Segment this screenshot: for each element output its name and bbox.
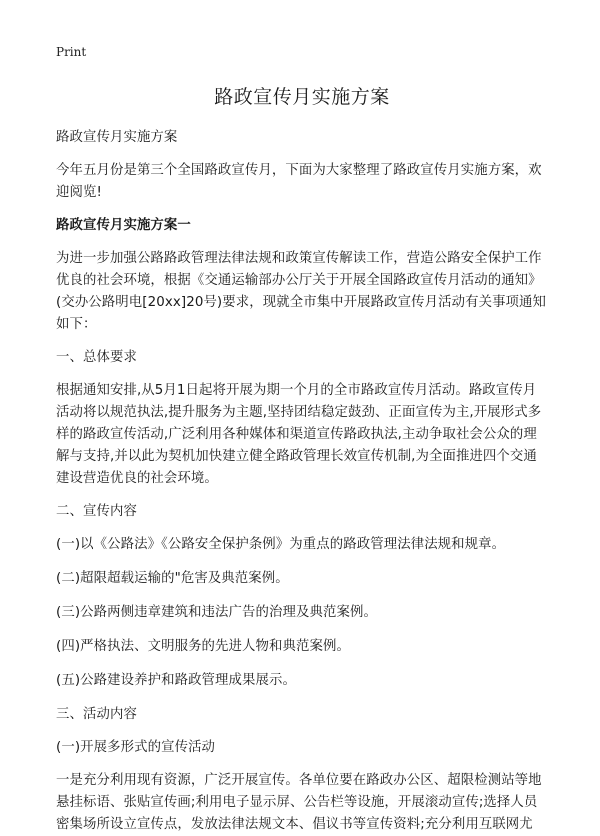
list-item-content-1: (一)以《公路法》《公路安全保护条例》为重点的路政管理法律法规和规章。 [56, 537, 506, 552]
section-heading-general-requirements: 一、总体要求 [56, 350, 137, 365]
print-link[interactable]: Print [56, 45, 87, 59]
paragraph-intro: 今年五月份是第三个全国路政宣传月，下面为大家整理了路政宣传月实施方案，欢迎阅览! [56, 163, 542, 200]
list-item-content-3: (三)公路两侧违章建筑和违法广告的治理及典范案例。 [56, 605, 377, 620]
paragraph-purpose: 为进一步加强公路路政管理法律法规和政策宣传解读工作，营造公路安全保护工作优良的社会环境，根据《交通运输部办公厅关于开展全国路政宣传月活动的通知》(交办公路明电[20xx]20号)要求，现就全市集中开展路政宣传月活动有关事项通知如下： [56, 251, 547, 332]
section-heading-publicity-content: 二、宣传内容 [56, 504, 137, 519]
section-heading-activity-content: 三、活动内容 [56, 707, 137, 722]
section-heading-plan-one: 路政宣传月实施方案一 [56, 218, 191, 233]
list-item-content-4: (四)严格执法、文明服务的先进人物和典范案例。 [56, 639, 350, 654]
paragraph-activities-detail: 一是充分利用现有资源，广泛开展宣传。各单位要在路政办公区、超限检测站等地悬挂标语、张贴宣传画;利用电子显示屏、公告栏等设施，开展滚动宣传;选择人员密集场所设立宣传点，发放法律法规文本、倡议书等宣传资料;充分利用互联网尤 [56, 773, 542, 832]
paragraph-general-requirements: 根据通知安排,从5月1日起将开展为期一个月的全市路政宣传月活动。路政宣传月活动将以规范执法,提升服务为主题,坚持团结稳定鼓劲、正面宣传为主,开展形式多样的路政宣传活动,广泛利用各种媒体和渠道宣传路政执法,主动争取社会公众的理解与支持,并以此为契机加快建立健全路政管理长效宣传机制,为全面推进四个交通建设营造优良的社会环境。 [56, 383, 542, 486]
document-title: 路政宣传月实施方案 [214, 86, 390, 108]
paragraph-subtitle: 路政宣传月实施方案 [56, 130, 178, 145]
list-item-content-5: (五)公路建设养护和路政管理成果展示。 [56, 673, 296, 688]
subsection-heading-activities: (一)开展多形式的宣传活动 [56, 740, 216, 755]
list-item-content-2: (二)超限超载运输的"危害及典范案例。 [56, 571, 289, 586]
